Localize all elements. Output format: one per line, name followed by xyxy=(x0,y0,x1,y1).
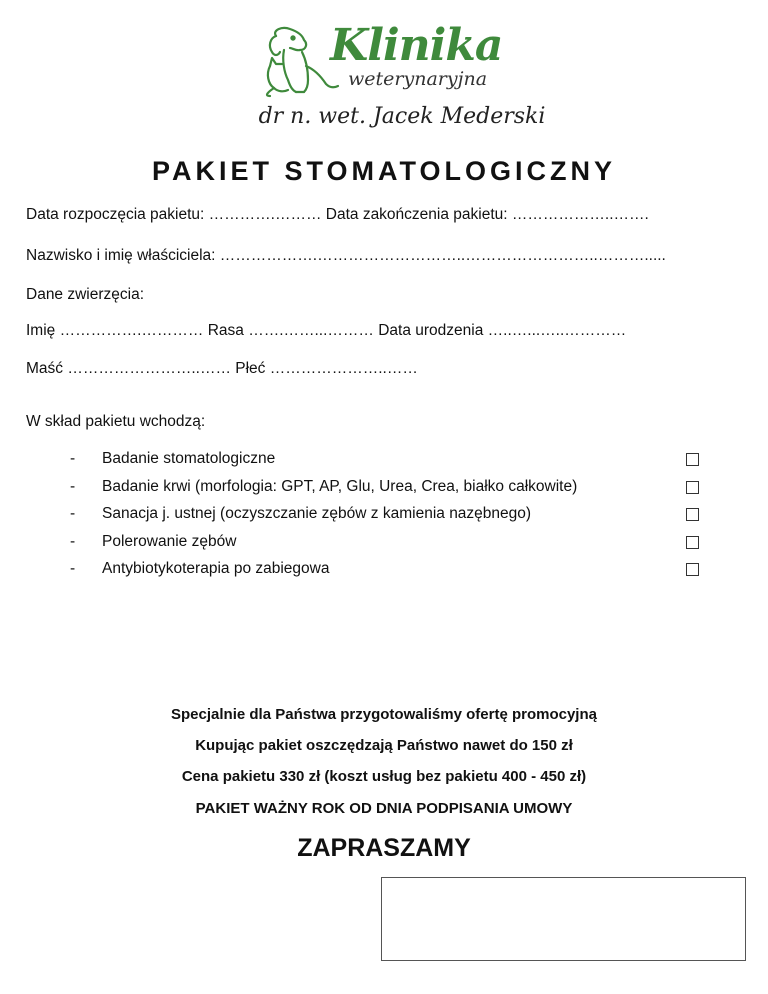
list-item xyxy=(70,476,710,504)
clinic-logo xyxy=(258,20,546,142)
promo-line-2: Kupując pakiet oszczędzają Państwo nawet do 150 zł xyxy=(195,737,573,754)
package-items-list xyxy=(70,448,710,586)
logo-doctor-name: dr n. wet. Jacek Mederski xyxy=(258,104,546,129)
item-checkbox[interactable] xyxy=(686,536,699,549)
item-checkbox[interactable] xyxy=(686,563,699,576)
list-dash: - xyxy=(70,532,76,550)
animal-data-label: Dane zwierzęcia: xyxy=(26,286,145,303)
list-item xyxy=(70,558,710,586)
list-item xyxy=(70,503,710,531)
item-checkbox[interactable] xyxy=(686,508,699,521)
list-dash: - xyxy=(70,560,76,577)
item-label: Badanie stomatologiczne xyxy=(102,450,276,467)
package-dates-field: Data rozpoczęcia pakietu: ………….……… Data zakończenia pakietu: ………………..……. xyxy=(26,206,649,223)
promo-line-3: Cena pakietu 330 zł (koszt usług bez pakietu 400 - 450 zł) xyxy=(181,768,587,785)
package-heading: W skład pakietu wchodzą: xyxy=(26,413,206,430)
animal-details-line-2: Maść ……………………..…… Płeć …………………..…… xyxy=(26,360,418,377)
animal-details-line-1: Imię …………….………… Rasa …….……...……… Data urodzenia …..…...…..………… xyxy=(26,322,627,339)
owner-name-field: Nazwisko i imię właściciela: ……………….………………………..……………………..………..... xyxy=(26,247,666,264)
logo-brand: Klinika xyxy=(330,20,503,71)
item-label: Badanie krwi (morfologia: GPT, AP, Glu, Urea, Crea, białko całkowite) xyxy=(102,477,578,495)
logo-subtitle: weterynaryjna xyxy=(348,68,488,90)
promo-line-4: PAKIET WAŻNY ROK OD DNIA PODPISANIA UMOWY xyxy=(195,800,573,817)
invitation-heading: ZAPRASZAMY xyxy=(297,834,471,862)
signature-box[interactable] xyxy=(381,877,746,961)
promo-line-1: Specjalnie dla Państwa przygotowaliśmy ofertę promocyjną xyxy=(171,706,597,723)
item-checkbox[interactable] xyxy=(686,481,699,494)
list-dash: - xyxy=(70,505,76,522)
item-checkbox[interactable] xyxy=(686,453,699,466)
list-dash: - xyxy=(70,477,76,495)
item-label: Polerowanie zębów xyxy=(102,532,237,550)
list-dash: - xyxy=(70,450,76,467)
list-item xyxy=(70,531,710,559)
list-item xyxy=(70,448,710,476)
item-label: Sanacja j. ustnej (oczyszczanie zębów z kamienia nazębnego) xyxy=(102,505,532,522)
page-title: PAKIET STOMATOLOGICZNY xyxy=(151,156,616,186)
item-label: Antybiotykoterapia po zabiegowa xyxy=(102,560,330,577)
